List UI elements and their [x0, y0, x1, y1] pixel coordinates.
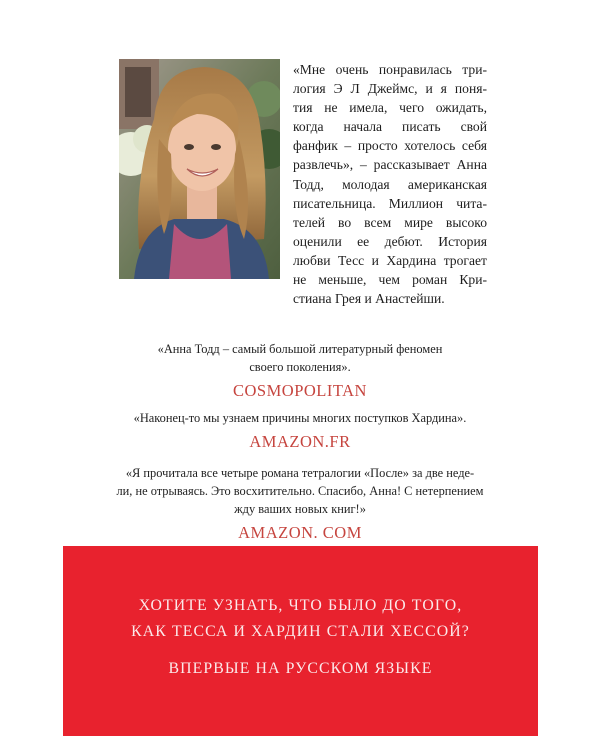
bio-line: фанфик – просто хотелось себя [293, 138, 487, 154]
bio-line: телей во всем мире высоко [293, 214, 487, 230]
bio-line: стиана Грея и Анастейши. [293, 291, 445, 307]
bio-line: «Мне очень понравилась три- [293, 62, 487, 77]
quote-line: своего поколения». [249, 360, 351, 374]
review-quote [100, 340, 500, 376]
review-amazon-fr [100, 409, 500, 453]
banner-line-1: ХОТИТЕ УЗНАТЬ, ЧТО БЫЛО ДО ТОГО, [138, 597, 463, 614]
author-bio [293, 60, 487, 308]
review-source: AMAZON. COM [238, 523, 362, 542]
quote-line: «Я прочитала все четыре романа тетралогии «После» за две неде- [125, 466, 475, 480]
author-photo [119, 59, 280, 279]
bio-line: когда начала писать свой [293, 119, 487, 135]
review-source: COSMOPOLITAN [233, 381, 367, 400]
quote-line: «Анна Тодд – самый большой литературный феномен [157, 342, 443, 356]
bio-line: писательница. Миллион чита- [293, 195, 487, 211]
promo-banner [63, 546, 538, 736]
banner-line-3: ВПЕРВЫЕ НА РУССКОМ ЯЗЫКЕ [168, 660, 433, 677]
bio-line: не меньше, чем роман Кри- [293, 272, 487, 288]
review-cosmopolitan [100, 340, 500, 402]
bio-line: любви Тесс и Хардина трогает [293, 252, 487, 268]
review-amazon-com [100, 464, 500, 544]
banner-line-2: КАК ТЕССА И ХАРДИН СТАЛИ ХЕССОЙ? [131, 623, 470, 640]
bio-line: оценили ее дебют. История [293, 233, 487, 249]
quote-line: жду ваших новых книг!» [234, 502, 366, 516]
bio-line: логия Э Л Джеймс, и я поня- [293, 81, 487, 97]
review-source: AMAZON.FR [249, 432, 351, 451]
review-quote [100, 464, 500, 518]
review-quote [100, 409, 500, 427]
bio-line: развлечь», – рассказывает Анна [293, 157, 487, 173]
quote-line: ли, не отрываясь. Это восхитительно. Спасибо, Анна! С нетерпением [116, 484, 484, 498]
bio-line: тия не имела, чего ожидать, [293, 100, 487, 116]
bio-line: Тодд, молодая американская [293, 176, 487, 192]
quote-line: «Наконец-то мы узнаем причины многих поступков Хардина». [133, 411, 467, 425]
